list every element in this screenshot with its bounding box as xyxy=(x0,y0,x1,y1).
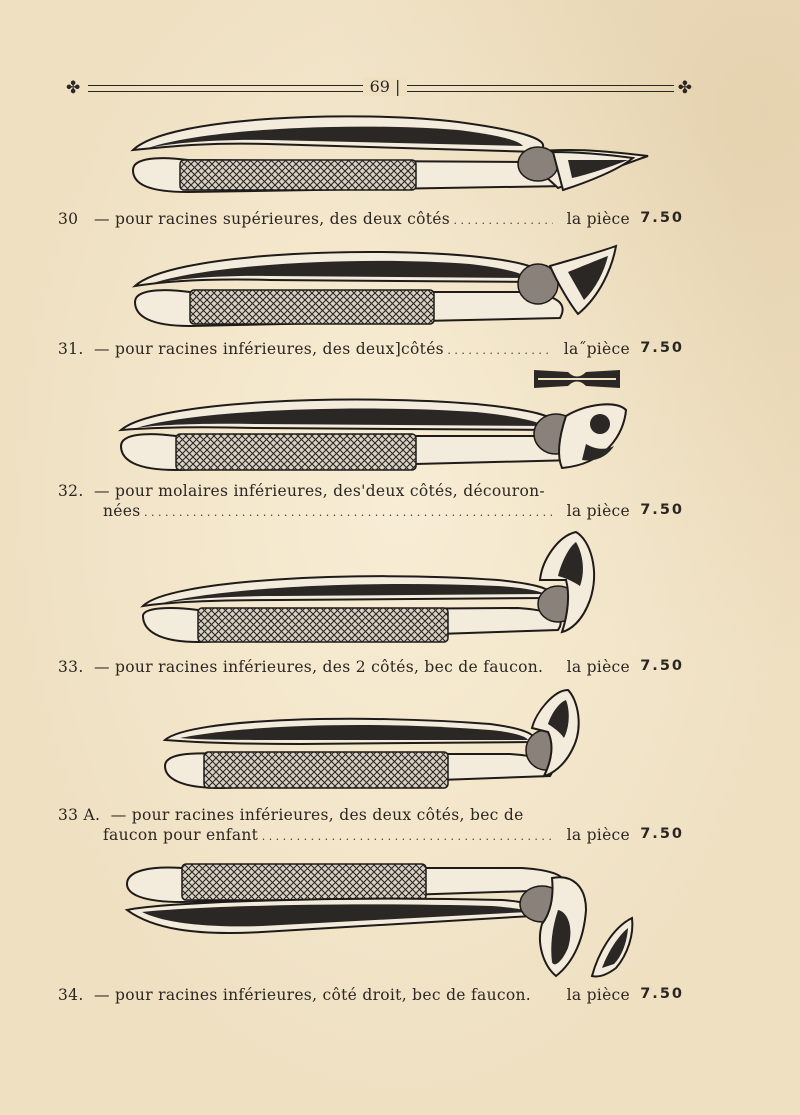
entry-description: — pour molaires inférieures, des'deux côtés, découron- xyxy=(94,482,545,500)
entry-price: 7.50 xyxy=(640,210,684,226)
entry-description: — pour racines inférieures, des deux côtés, bec de xyxy=(110,806,524,824)
entry-price: 7.50 xyxy=(640,340,684,356)
page-header xyxy=(66,76,692,100)
entry-price: 7.50 xyxy=(640,986,684,1002)
forceps-hawk-beak-icon xyxy=(138,530,602,648)
entry-32 xyxy=(58,482,688,522)
entry-unit: la pièce xyxy=(566,502,630,520)
entry-33 xyxy=(58,658,688,678)
entry-number: 30 xyxy=(58,210,79,228)
page-number: 69 | xyxy=(363,77,407,96)
entry-description: — pour racines supérieures, des deux côtés xyxy=(94,210,450,228)
forceps-hawk-beak-child-icon xyxy=(160,688,584,796)
entry-31 xyxy=(58,340,688,360)
beak-detail-icon xyxy=(532,366,622,392)
entry-number: 32. xyxy=(58,482,84,500)
entry-description: — pour racines inférieures, des 2 côtés, bec de faucon. xyxy=(94,658,544,676)
forceps-lower-molars-icon xyxy=(116,394,634,480)
entry-description: — pour racines inférieures, côté droit, bec de faucon. xyxy=(94,986,531,1004)
entry-number: 31. xyxy=(58,340,84,358)
forceps-lower-roots-icon xyxy=(130,244,630,332)
entry-33a xyxy=(58,806,688,846)
entry-unit: la pièce xyxy=(566,986,630,1004)
entry-number: 33 A. xyxy=(58,806,101,824)
entry-unit: la pièce xyxy=(566,658,630,676)
forceps-upper-roots-icon xyxy=(128,108,638,200)
entry-34 xyxy=(58,986,688,1006)
forceps-hawk-beak-right-icon xyxy=(122,858,642,984)
entry-description: — pour racines inférieures, des deux]côtés xyxy=(94,340,444,358)
entry-number: 33. xyxy=(58,658,84,676)
entry-price: 7.50 xyxy=(640,502,684,518)
entry-price: 7.50 xyxy=(640,826,684,842)
entry-unit: la pièce xyxy=(566,210,630,228)
entry-price: 7.50 xyxy=(640,658,684,674)
entry-unit: la˝pièce xyxy=(563,340,630,358)
header-rule-right xyxy=(406,85,674,92)
right-ornament-icon: ✤ xyxy=(677,78,692,98)
entry-description-cont: faucon pour enfant xyxy=(103,826,259,844)
entry-description-cont: nées xyxy=(103,502,141,520)
entry-30 xyxy=(58,210,688,230)
entry-number: 34. xyxy=(58,986,84,1004)
left-ornament-icon: ✤ xyxy=(66,78,81,98)
entry-unit: la pièce xyxy=(566,826,630,844)
